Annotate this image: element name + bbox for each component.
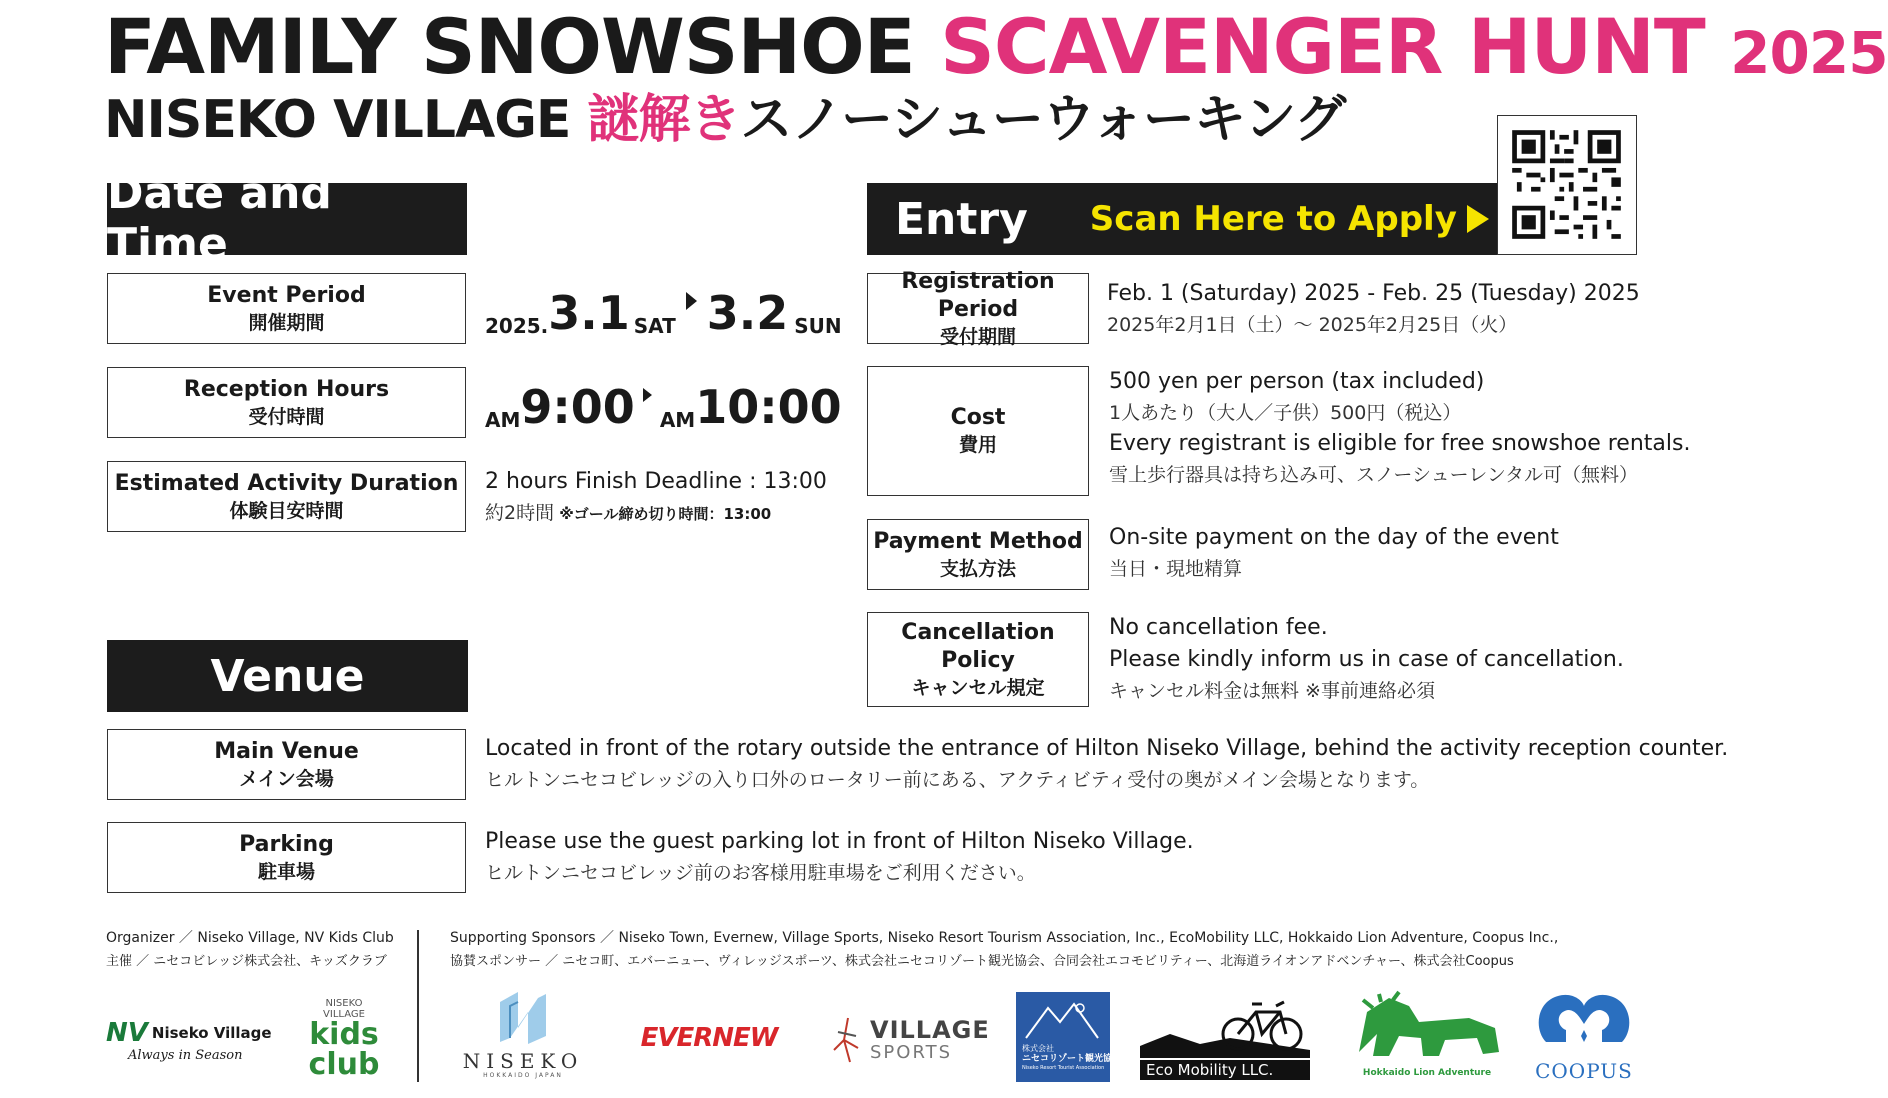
arrow-right-icon: [686, 292, 697, 310]
reception-end: 10:00: [695, 380, 842, 434]
event-title: [104, 2, 1888, 98]
scan-apply-label: Scan Here to Apply: [1089, 199, 1457, 239]
organizer-jp: 主催 ／ ニセコビレッジ株式会社、キッズクラブ: [106, 954, 387, 969]
qr-code[interactable]: [1497, 115, 1637, 255]
event-start-date: 3.1: [548, 286, 630, 340]
cancellation-line-3: キャンセル料金は無料 ※事前連絡必須: [1109, 680, 1435, 702]
niseko-village-logo: [106, 1018, 278, 1078]
duration-note: ※ゴール締め切り時間：13:00: [559, 505, 772, 523]
niseko-mark-icon: [488, 988, 558, 1046]
village-sports-logo: [830, 1010, 990, 1070]
subtitle-black: NISEKO VILLAGE: [104, 90, 588, 150]
cost-line-4: 雪上歩行器具は持ち込み可、スノーシューレンタル可（無料）: [1109, 464, 1639, 486]
village-sports-name: VILLAGE: [870, 1016, 990, 1044]
subtitle-rest: スノーシューウォーキング: [740, 90, 1346, 150]
sponsors-jp: 協賛スポンサー ／ ニセコ町、エバーニュー、ヴィレッジスポーツ、株式会社ニセコリゾート観光協会、合同会社エコモビリティー、北海道ライオンアドベンチャー、株式会社Coopus: [450, 954, 1514, 969]
registration-period-value: [1107, 278, 1640, 340]
lion-icon: [1349, 992, 1505, 1064]
cost-line-2: 1人あたり（大人／子供）500円（税込）: [1109, 402, 1462, 424]
date-time-heading: [107, 168, 467, 270]
coopus-name: COOPUS: [1535, 1059, 1633, 1083]
event-period-label: [107, 273, 466, 344]
payment-method-label: [867, 519, 1089, 590]
nv-tagline: Always in Season: [128, 1048, 243, 1063]
venue-heading-text: Venue: [210, 650, 365, 702]
payment-method-value: [1109, 522, 1559, 584]
duration-label-jp: 体験目安時間: [229, 499, 344, 522]
kids-club-village: VILLAGE: [323, 1009, 365, 1020]
reception-hours-label: [107, 367, 466, 438]
nv-name: Niseko Village: [151, 1024, 272, 1042]
organizer-en: Organizer ／ Niseko Village, NV Kids Club: [106, 930, 394, 946]
cost-label: [867, 366, 1089, 496]
kids-club-niseko: NISEKO: [325, 998, 363, 1009]
bicycle-icon: [1140, 994, 1310, 1058]
eco-mobility-logo: [1140, 994, 1310, 1082]
registration-period-label: [867, 268, 1089, 348]
tourism-association-logo: [1016, 992, 1122, 1082]
title-black: FAMILY SNOWSHOE: [104, 2, 941, 91]
lion-adventure-logo: [1348, 992, 1506, 1080]
reception-start: 9:00: [520, 380, 635, 434]
reception-hours-value: [485, 372, 842, 432]
kids-word: kids: [309, 1017, 379, 1052]
cost-label-jp: 費用: [958, 434, 997, 456]
registration-period-label-en: Registration Period: [901, 268, 1055, 322]
niseko-town-logo: [455, 988, 591, 1084]
cancellation-line-1: No cancellation fee.: [1109, 615, 1328, 640]
coopus-logo: [1530, 990, 1638, 1082]
entry-heading-text: Entry: [895, 193, 1028, 245]
reception-hours-label-jp: 受付時間: [248, 405, 325, 428]
registration-period-en: Feb. 1 (Saturday) 2025 - Feb. 25 (Tuesday) 2025: [1107, 281, 1640, 306]
kids-club-logo: [298, 998, 390, 1084]
payment-method-label-en: Payment Method: [873, 528, 1083, 554]
evernew-logo: [620, 1018, 798, 1058]
coopus-mark-icon: [1532, 990, 1636, 1056]
footer-divider: [417, 930, 419, 1082]
event-period-label-jp: 開催期間: [248, 311, 325, 334]
event-year: 2025.: [485, 314, 549, 338]
parking-value: [485, 826, 1194, 888]
venue-heading: [107, 640, 468, 712]
sponsors-en: Supporting Sponsors ／ Niseko Town, Evernew, Village Sports, Niseko Resort Tourism Association, Inc., EcoMobility LLC, Hokkaido Lion Adventure, Coopus Inc.,: [450, 930, 1559, 946]
club-word: club: [308, 1047, 380, 1082]
parking-en: Please use the guest parking lot in front of Hilton Niseko Village.: [485, 829, 1194, 854]
niseko-sub: HOKKAIDO JAPAN: [483, 1072, 563, 1079]
parking-label: [107, 822, 466, 893]
reception-am-start: AM: [485, 408, 521, 432]
parking-label-jp: 駐車場: [257, 860, 315, 883]
evernew-name: EVERNEW: [640, 1023, 778, 1053]
main-venue-label-en: Main Venue: [214, 738, 359, 764]
main-venue-label-jp: メイン会場: [239, 767, 334, 790]
event-subtitle: [104, 88, 1345, 152]
village-sports-sub: SPORTS: [870, 1042, 953, 1063]
duration-label: [107, 461, 466, 532]
subtitle-pink: 謎解き: [587, 90, 741, 150]
eco-mobility-name: Eco Mobility LLC.: [1140, 1060, 1310, 1080]
title-year: 2025: [1730, 19, 1888, 87]
cost-value: [1109, 366, 1690, 490]
main-venue-jp: ヒルトンニセコビレッジの入り口外のロータリー前にある、アクティビティ受付の奥がメイン会場となります。: [485, 769, 1430, 791]
cancellation-line-2: Please kindly inform us in case of cancellation.: [1109, 647, 1624, 672]
parking-jp: ヒルトンニセコビレッジ前のお客様用駐車場をご利用ください。: [485, 862, 1036, 884]
parking-label-en: Parking: [239, 831, 334, 857]
cost-line-3: Every registrant is eligible for free snowshoe rentals.: [1109, 431, 1691, 456]
cancellation-policy-value: [1109, 612, 1624, 706]
event-end-day: SUN: [794, 314, 842, 338]
registration-period-jp: 2025年2月1日（土）～ 2025年2月25日（火）: [1107, 314, 1518, 336]
nv-mark: NV: [106, 1018, 148, 1048]
reception-hours-label-en: Reception Hours: [183, 376, 390, 402]
payment-method-en: On-site payment on the day of the event: [1109, 525, 1559, 550]
payment-method-jp: 当日・現地精算: [1109, 558, 1243, 580]
arrow-right-icon: [1467, 205, 1489, 233]
tourism-line2: ニセコリゾート観光協会: [1022, 1054, 1122, 1064]
event-period-value: [485, 278, 842, 338]
cancellation-policy-label: [867, 612, 1089, 707]
cancellation-policy-label-jp: キャンセル規定: [911, 676, 1045, 699]
arrow-right-icon: [643, 388, 652, 402]
duration-label-en: Estimated Activity Duration: [114, 470, 459, 496]
registration-period-label-jp: 受付期間: [939, 325, 1016, 348]
entry-heading: [867, 183, 1497, 255]
tourism-line3: Niseko Resort Tourist Association: [1022, 1065, 1105, 1071]
payment-method-label-jp: 支払方法: [939, 557, 1016, 580]
main-venue-label: [107, 729, 466, 800]
mountain-icon: [1022, 998, 1102, 1040]
event-period-label-en: Event Period: [207, 282, 366, 308]
lion-adventure-name: Hokkaido Lion Adventure: [1362, 1068, 1492, 1078]
duration-jp: 約2時間: [485, 502, 555, 524]
duration-value: [485, 466, 827, 528]
cost-line-1: 500 yen per person (tax included): [1109, 369, 1485, 394]
tourism-line1: 株式会社: [1022, 1044, 1054, 1053]
sponsors-info: [450, 926, 1558, 974]
organizer-info: [106, 926, 394, 974]
event-start-day: SAT: [633, 314, 676, 338]
main-venue-en: Located in front of the rotary outside the entrance of Hilton Niseko Village, behind the activity reception counter.: [485, 736, 1729, 761]
cancellation-policy-label-en: Cancellation Policy: [901, 619, 1055, 673]
main-venue-value: [485, 733, 1728, 795]
reception-am-end: AM: [659, 408, 696, 432]
duration-en: 2 hours Finish Deadline : 13:00: [485, 469, 827, 494]
date-time-heading-text: Date and Time: [107, 168, 332, 270]
village-sports-mark-icon: [830, 1014, 866, 1066]
title-pink: SCAVENGER HUNT: [940, 2, 1705, 91]
cost-label-en: Cost: [950, 405, 1006, 430]
niseko-name: NISEKO: [462, 1049, 584, 1073]
event-end-date: 3.2: [706, 286, 789, 340]
